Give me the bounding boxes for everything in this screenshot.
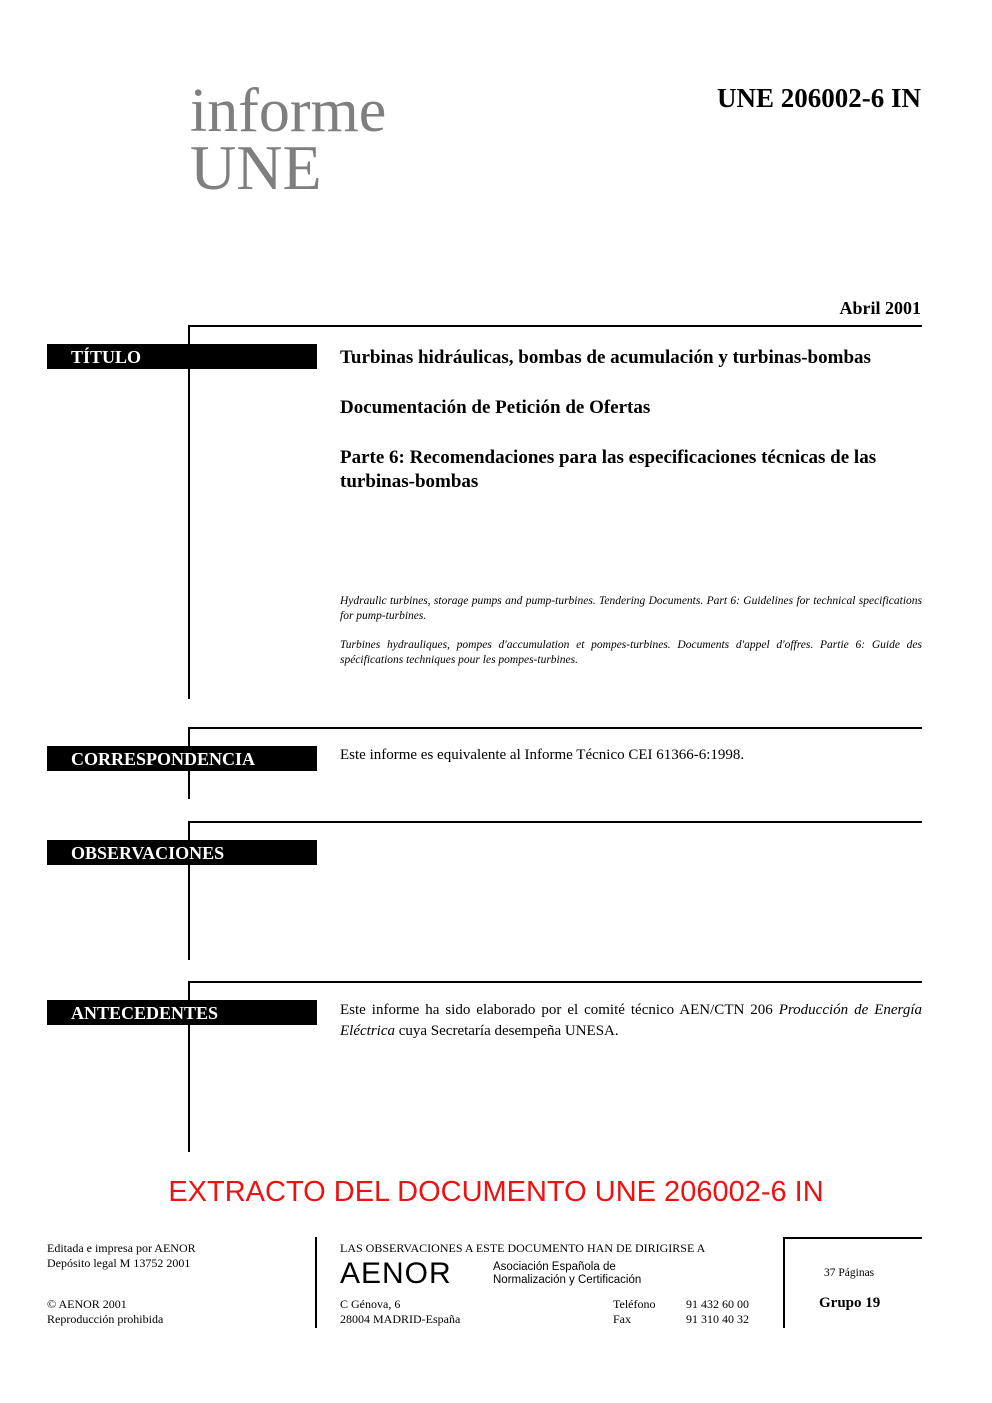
observations-note: LAS OBSERVACIONES A ESTE DOCUMENTO HAN DE DIRIGIRSE A: [340, 1241, 706, 1255]
extract-watermark: EXTRACTO DEL DOCUMENTO UNE 206002-6 IN: [168, 1176, 824, 1208]
edited-by: Editada e impresa por AENOR: [47, 1241, 196, 1255]
address-city: 28004 MADRID-España: [340, 1312, 461, 1326]
aenor-full-name: [493, 1261, 641, 1287]
title-sub: Documentación de Petición de Ofertas: [340, 397, 651, 418]
aenor-name-line2: Normalización y Certificación: [493, 1274, 642, 1286]
section-label-titulo: TÍTULO: [47, 344, 317, 369]
title-english: Hydraulic turbines, storage pumps and pump-turbines. Tendering Documents. Part 6: Guidelines for technical specifications for pump-turbines.: [340, 595, 922, 622]
correspondencia-text: Este informe es equivalente al Informe Técnico CEI 61366-6:1998.: [340, 747, 745, 763]
section-rule-titulo: [188, 325, 190, 699]
aenor-logo: AENOR: [340, 1257, 452, 1290]
footer-copyright-info: [47, 1297, 163, 1327]
section-divider-correspondencia: [188, 727, 922, 729]
aenor-name-line1: Asociación Española de: [493, 1261, 616, 1273]
section-divider-titulo: [188, 325, 922, 327]
antecedentes-text-start: Este informe ha sido elaborado por el comité técnico AEN/CTN 206: [340, 1002, 779, 1018]
address-street: C Génova, 6: [340, 1297, 401, 1311]
logo-word-informe: informe: [190, 77, 387, 145]
fax-number: 91 310 40 32: [686, 1312, 749, 1326]
document-code: UNE 206002-6 IN: [716, 83, 921, 113]
section-divider-antecedentes: [188, 981, 922, 983]
antecedentes-text-end: cuya Secretaría desempeña UNESA.: [394, 1023, 619, 1039]
footer-edition-info: [47, 1241, 196, 1271]
section-divider-observaciones: [188, 821, 922, 823]
footer-box-left: [783, 1237, 785, 1328]
phone-label: Teléfono: [613, 1297, 656, 1311]
aenor-address: [340, 1297, 460, 1327]
title-french: Turbines hydrauliques, pompes d'accumulation et pompes-turbines. Documents d'appel d'offres. Partie 6: Guide des spécifications techniques pour les pompes-turbines.: [340, 639, 922, 666]
copyright: © AENOR 2001: [47, 1297, 127, 1311]
section-label-observaciones: OBSERVACIONES: [47, 840, 317, 865]
committee-name: Producción de Energía Eléctrica: [340, 1002, 922, 1039]
alternate-titles: [340, 594, 922, 682]
footer-divider-left: [315, 1237, 317, 1328]
title-block: [340, 346, 922, 520]
section-label-correspondencia: CORRESPONDENCIA: [47, 746, 317, 771]
price-group: Grupo 19: [819, 1295, 881, 1311]
title-part: Parte 6: Recomendaciones para las especificaciones técnicas de las turbinas-bombas: [340, 447, 877, 492]
legal-deposit: Depósito legal M 13752 2001: [47, 1256, 191, 1270]
phone-number: 91 432 60 00: [686, 1297, 749, 1311]
contact-values: [686, 1297, 749, 1327]
document-date: Abril 2001: [839, 298, 921, 318]
antecedentes-text: [340, 1000, 922, 1042]
reproduction-notice: Reproducción prohibida: [47, 1312, 164, 1326]
fax-label: Fax: [613, 1312, 631, 1326]
section-label-antecedentes: ANTECEDENTES: [47, 1000, 317, 1025]
logo-word-une: UNE: [190, 132, 322, 203]
contact-labels: [613, 1297, 655, 1327]
title-main: Turbinas hidráulicas, bombas de acumulación y turbinas-bombas: [340, 347, 871, 368]
footer-box-top: [783, 1237, 922, 1239]
page-count: 37 Páginas: [824, 1267, 875, 1279]
